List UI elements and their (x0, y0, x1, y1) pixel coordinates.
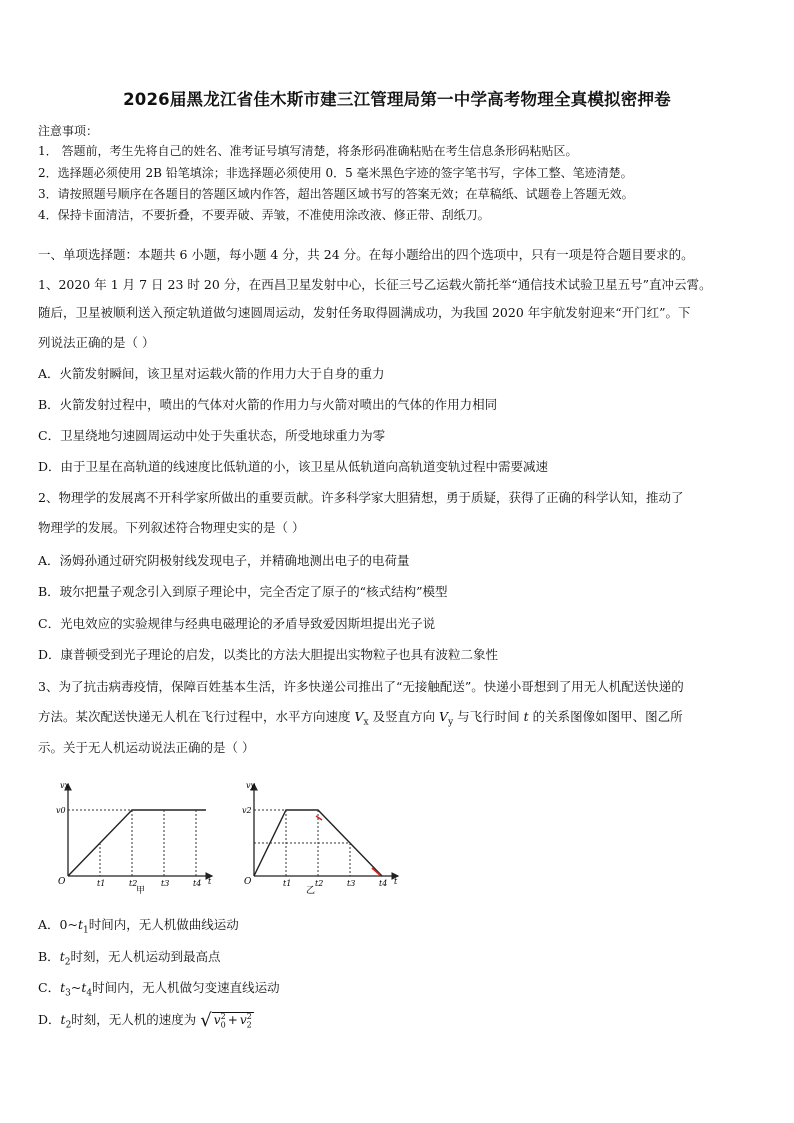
notice-item: 4．保持卡面清洁，不要折叠，不要弄破、弄皱，不准使用涂改液、修正带、刮纸刀。 (38, 208, 490, 222)
option-d: D．$t_2$时刻，无人机的速度为 √ $v_0^2 + v_2^2$ (38, 1010, 252, 1031)
option-d: D．由于卫星在高轨道的线速度比低轨道的小，该卫星从低轨道向高轨道变轨过程中需要减速 (38, 459, 549, 474)
y-tick-label: v2 (242, 806, 252, 815)
x-tick-label: t3 (161, 879, 170, 888)
t-axis-label: t (208, 877, 212, 886)
question-stem: 物理学的发展。下列叙述符合物理史实的是（ ） (38, 520, 305, 535)
option-c: C．卫星绕地匀速圆周运动中处于失重状态，所受地球重力为零 (38, 428, 386, 443)
x-tick-label: t3 (347, 879, 356, 888)
velocity-time-graph-jia (44, 776, 216, 894)
x-tick-label: t2 (129, 879, 138, 888)
notice-item: 2．选择题必须使用 2B 铅笔填涂；非选择题必须使用 0．5 毫米黑色字迹的签字笔书写，字体工整、笔迹清楚。 (38, 166, 633, 180)
exam-title: 2026届黑龙江省佳木斯市建三江管理局第一中学高考物理全真模拟密押卷 (123, 90, 671, 109)
vx-line (68, 810, 206, 876)
vy-symbol: V (439, 709, 449, 724)
x-tick-label: t4 (193, 879, 202, 888)
origin-label: O (244, 877, 252, 887)
t-axis-label: t (394, 877, 398, 886)
option-d: D．康普顿受到光子理论的启发，以类比的方法大胆提出实物粒子也具有波粒二象性 (38, 647, 499, 662)
x-tick-label: t1 (97, 879, 106, 888)
section-heading: 一、单项选择题：本题共 6 小题，每小题 4 分，共 24 分。在每小题给出的四个选项中，只有一项是符合题目要求的。 (38, 247, 694, 262)
question-stem: 3、为了抗击病毒疫情，保障百姓基本生活，许多快递公司推出了“无接触配送”。快递小哥想到了用无人机配送快递的 (38, 679, 684, 694)
velocity-time-graph-yi (232, 776, 404, 894)
red-mark (316, 816, 322, 820)
question-stem: 随后，卫星被顺利送入预定轨道做匀速圆周运动，发射任务取得圆满成功，为我国 2020 年宇航发射迎来“开门红”。下 (38, 305, 691, 320)
question-stem: 2、物理学的发展离不开科学家所做出的重要贡献。许多科学家大胆猜想，勇于质疑，获得了正确的科学认知，推动了 (38, 490, 684, 505)
sqrt-expression: √ $v_0^2 + v_2^2$ (200, 1010, 252, 1031)
question-stem: 列说法正确的是（ ） (38, 335, 155, 350)
question-stem: 方法。某次配送快递无人机在飞行过程中，水平方向速度 $V_x$ 及竖直方向 $V_y$ 与飞行时间 t 的关系图像如图甲、图乙所 (38, 709, 683, 728)
option-b: B．$t_2$时刻，无人机运动到最高点 (38, 949, 221, 968)
y-axis-label: vy (246, 781, 256, 790)
question-stem: 1、2020 年 1 月 7 日 23 时 20 分，在西昌卫星发射中心，长征三号乙运载火箭托举“通信技术试验卫星五号”直冲云霄。 (38, 277, 712, 292)
y-tick-label: v0 (56, 806, 66, 815)
notice-item: 3．请按照题号顺序在各题目的答题区域内作答，超出答题区域书写的答案无效；在草稿纸、试题卷上答题无效。 (38, 187, 634, 201)
notice-heading: 注意事项： (38, 124, 99, 138)
y-axis-label: vx (60, 781, 70, 790)
origin-label: O (58, 877, 66, 887)
graph-caption: 甲 (136, 886, 146, 894)
option-b: B．火箭发射过程中，喷出的气体对火箭的作用力与火箭对喷出的气体的作用力相同 (38, 397, 498, 412)
x-tick-label: t1 (283, 879, 292, 888)
option-a: A．$0\sim t_1$时间内，无人机做曲线运动 (38, 917, 239, 936)
option-a: A．汤姆孙通过研究阴极射线发现电子，并精确地测出电子的电荷量 (38, 553, 410, 568)
option-a: A．火箭发射瞬间，该卫星对运载火箭的作用力大于自身的重力 (38, 366, 385, 381)
option-c: C．光电效应的实验规律与经典电磁理论的矛盾导致爱因斯坦提出光子说 (38, 616, 436, 631)
notice-item: 1． 答题前，考生先将自己的姓名、准考证号填写清楚，将条形码准确粘贴在考生信息条形码粘贴区。 (38, 144, 578, 158)
option-b: B．玻尔把量子观念引入到原子理论中，完全否定了原子的“核式结构”模型 (38, 584, 448, 599)
option-c: C．$t_3\sim t_4$时间内，无人机做匀变速直线运动 (38, 980, 280, 999)
vx-symbol: V (354, 709, 364, 724)
x-tick-label: t2 (315, 879, 324, 888)
graph-caption: 乙 (306, 886, 316, 894)
question-stem: 示。关于无人机运动说法正确的是（ ） (38, 740, 255, 755)
x-tick-label: t4 (379, 879, 388, 888)
